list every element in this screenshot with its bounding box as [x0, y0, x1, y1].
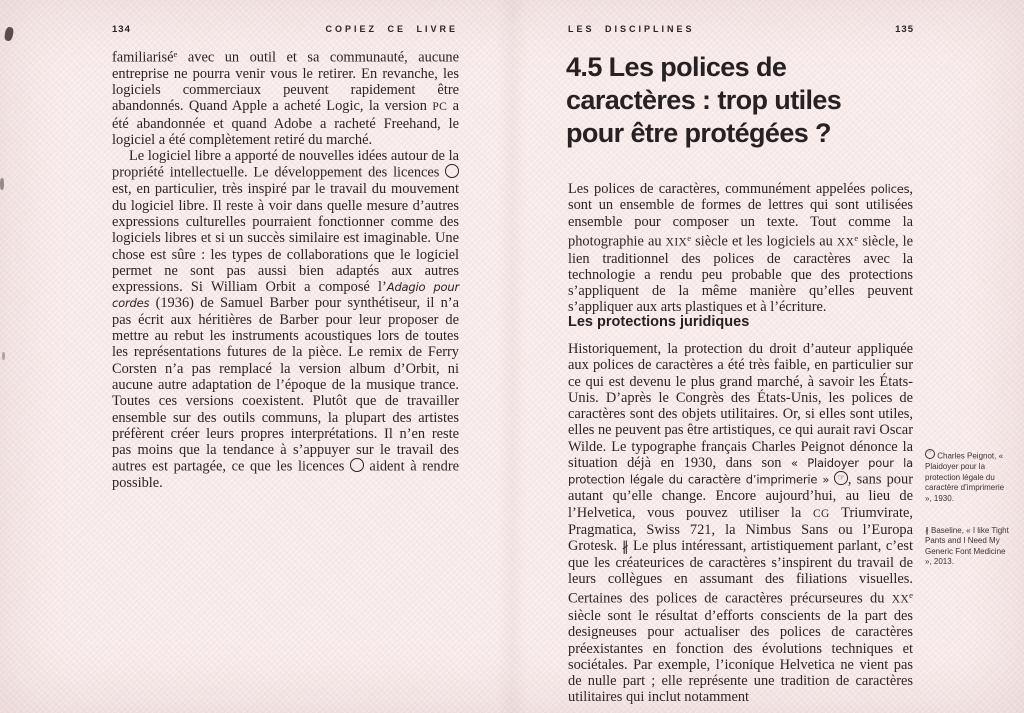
- cc-license-icon: [445, 164, 459, 178]
- left-page-text: [112, 46, 459, 492]
- cc-license-icon: [350, 458, 364, 472]
- scan-smudge: [0, 178, 4, 190]
- paragraph: familiarisé$^e$ avec un outil et sa communauté, aucune entreprise ne pourra venir vous le retirer. En revanche, les logiciels commerciaux peuvent rapidement être abandonnés. Quand Apple a acheté Logic, la version PC a été abandonnée et quand Adobe a racheté Freehand, le logiciel a été complètement retiré du marché.: [112, 49, 459, 148]
- right-page-number: 135: [895, 24, 914, 35]
- note-ref-slashes-icon: [925, 526, 929, 537]
- margin-note: ∦ Baseline, « I like Tight Pants and I Need My Generic Font Medicine », 2013.: [925, 526, 1013, 569]
- scan-smudge: [4, 26, 15, 41]
- section-title: [566, 51, 926, 150]
- right-running-head: LES DISCIPLINES: [568, 24, 695, 34]
- body-paragraph: Historiquement, la protection du droit d’auteur appliquée aux polices de caractères a été très faible, en particulier sur ce qui est devenu le plus grand marché, à savoir les États-Unis. D’après le Congrès des États-Unis, les polices de caractères sont des objets utilitaires. Or, si elles sont utiles, elles ne peuvent pas être artistiques, ce qui aurait ravi Oscar Wilde. Le typographe français Charles Peignot dénonce la situation déjà en 1930, dans son « Plaidoyer pour la protection légale du caractère d’imprimerie » ☞ , sans pour autant qu’elle change. Encore aujourd’hui, au lieu de l’Helvetica, vous pouvez utiliser la CG Triumvirate, Pragmatica, Swiss 721, la Nimbus Sans ou l’Europa Grotesk. ∦ Le plus intéressant, artistiquement parlant, c’est que les créateurices de caractères s’inspirent du travail de leurs collègues en assumant des filiations visuelles. Certaines des polices de caractères précurseures du XXe siècle sont le résultat d’efforts conscients de la part des designeuses pour actualiser des polices de caractères préexistantes en fonction des évolutions techniques et sociétales. Par exemple, l’iconique Helvetica ne vient pas de nulle part ; elle représente une tradition de caractères utilitaires qui inclut notamment: [568, 341, 913, 706]
- scan-smudge: [2, 352, 5, 360]
- section-title-line: 4.5 Les polices de: [566, 52, 787, 82]
- margin-note: ☞ Charles Peignot, « Plaidoyer pour la protection légale du caractère d’imprimerie », 1930.: [925, 449, 1013, 505]
- paragraph: Le logiciel libre a apporté de nouvelles idées autour de la propriété intellectuelle. Le développement des licences cc est, en particulier, très inspiré par le travail du mouvement du logiciel libre. Il reste à voir dans quelle mesure d’autres expressions culturelles pourraient fonctionner comme des logiciels libres et si un succès similaire est imaginable. Une chose est sûre : les types de collaborations que le logiciel permet ne sont pas aussi bien adaptés aux autres expressions. Si William Orbit a composé l’Adagio pour cordes (1936) de Samuel Barber pour synthétiseur, il n’a pas écrit aux héritières de Barber pour leur proposer de mettre au rebut les instruments acoustiques lors de toutes les représentations futures de la pièce. Le remix de Ferry Corsten n’a pas remplacé la version album d’Orbit, ni aucune autre adaptation de l’époque de la musique trance. Toutes ces versions coexistent. Plutôt que de travailler ensemble sur des outils communs, la plupart des artistes préfèrent créer leurs propres interprétations. Il n’en reste pas moins que la tendance à s’appuyer sur le travail des autres est partagée, ce que les licences cc aident à rendre possible.: [112, 148, 459, 492]
- page-gutter: [496, 0, 528, 713]
- subheading: Les protections juridiques: [568, 314, 750, 330]
- left-page-number: 134: [112, 24, 131, 35]
- intro-paragraph: Les polices de caractères, communément appelées polices, sont un ensemble de formes de lettres qui sont utilisées ensemble pour composer un texte. Tout comme la photographie au XIXe siècle et les logiciels au XXe siècle, le lien traditionnel des polices de caractères avec la technologie a rendu peu probable que des protections s’appliquent de la même manière qu’elles peuvent s’appliquer aux arts plastiques et à l’écriture.: [568, 181, 913, 316]
- section-title-line: pour être protégées ?: [566, 118, 831, 148]
- note-ref-hand-icon: [834, 471, 848, 485]
- section-title-line: caractères : trop utiles: [566, 85, 842, 115]
- note-ref-slashes-icon: [622, 539, 629, 555]
- left-running-head: COPIEZ CE LIVRE: [325, 24, 458, 34]
- margin-notes: [925, 449, 1013, 589]
- note-ref-hand-icon: [925, 449, 935, 459]
